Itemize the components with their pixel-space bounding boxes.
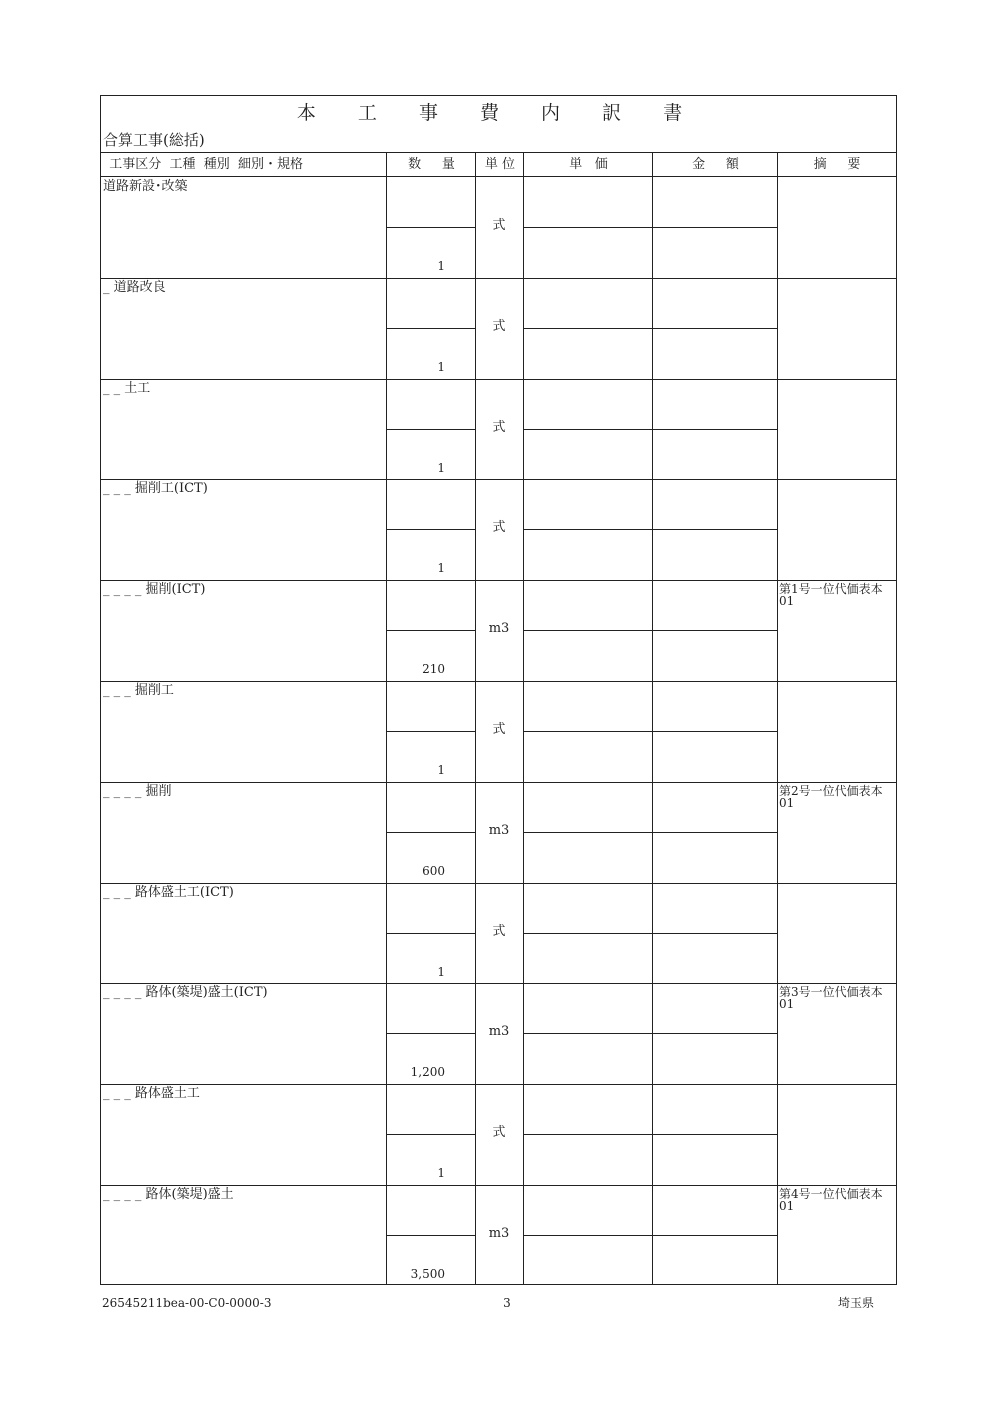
- footer-code: 26545211bea-00-C0-0000-3: [102, 1296, 272, 1310]
- cell-divider: [523, 429, 778, 430]
- cell-divider: [523, 328, 778, 329]
- item-unit: 式: [492, 520, 506, 536]
- item-quantity: 1: [437, 964, 445, 979]
- row-divider: [101, 278, 896, 279]
- cell-divider: [523, 832, 778, 833]
- cell-divider: [523, 1235, 778, 1236]
- item-name: _ _ _ _ 掘削: [103, 783, 172, 799]
- cell-divider: [386, 1235, 476, 1236]
- item-quantity: 1: [437, 259, 445, 273]
- cell-divider: [523, 1134, 778, 1135]
- estimate-sheet: [100, 95, 897, 1285]
- column-divider: [386, 152, 387, 1285]
- header-unit: 単 位: [476, 152, 524, 177]
- item-unit: 式: [492, 318, 506, 334]
- row-divider: [101, 1185, 896, 1186]
- item-unit: 式: [492, 923, 506, 939]
- row-divider: [101, 782, 896, 783]
- cell-divider: [523, 933, 778, 934]
- cell-divider: [386, 1033, 476, 1034]
- item-name: _ _ _ 路体盛土工(ICT): [103, 884, 234, 900]
- cell-divider: [386, 630, 476, 631]
- header-quantity: 数 量: [387, 152, 476, 177]
- row-divider: [101, 883, 896, 884]
- cell-divider: [386, 933, 476, 934]
- item-unit: m3: [488, 621, 510, 637]
- header-item: 工事区分 工種 種別 細別・規格: [101, 152, 387, 177]
- item-quantity: 1: [437, 460, 445, 475]
- cell-divider: [386, 832, 476, 833]
- cell-divider: [386, 529, 476, 530]
- item-name: _ _ _ 路体盛土工: [103, 1086, 200, 1102]
- item-quantity: 1: [437, 561, 445, 576]
- header-remarks: 摘 要: [778, 152, 896, 177]
- item-unit: m3: [488, 1024, 510, 1040]
- cell-divider: [386, 328, 476, 329]
- column-divider: [777, 152, 778, 1285]
- item-name: 道路新設･改築: [103, 179, 188, 194]
- item-quantity: 1: [437, 1166, 445, 1181]
- document-title: 本 工 事 費 内 訳 書: [296, 102, 701, 124]
- cell-divider: [386, 731, 476, 732]
- item-name: _ _ _ 掘削工(ICT): [103, 481, 208, 497]
- item-unit: 式: [492, 218, 506, 233]
- cell-divider: [523, 731, 778, 732]
- row-divider: [101, 580, 896, 581]
- document-subtitle: 合算工事(総括): [103, 131, 205, 149]
- item-name: _ 道路改良: [103, 279, 166, 295]
- cell-divider: [523, 1033, 778, 1034]
- footer-issuer: 埼玉県: [838, 1296, 875, 1310]
- header-amount: 金 額: [653, 152, 778, 177]
- cell-divider: [523, 630, 778, 631]
- item-quantity: 210: [422, 662, 445, 677]
- item-unit: m3: [488, 1226, 510, 1241]
- item-name: _ _ _ _ 掘削(ICT): [103, 582, 206, 598]
- item-name: _ _ _ _ 路体(築堤)盛土(ICT): [103, 985, 268, 1001]
- cell-divider: [386, 429, 476, 430]
- item-remarks: 第3号一位代価表本01: [779, 985, 883, 1012]
- cell-divider: [386, 1134, 476, 1135]
- item-quantity: 600: [422, 863, 445, 878]
- column-divider: [652, 152, 653, 1285]
- item-name: _ _ _ 掘削工: [103, 683, 174, 698]
- item-quantity: 3,500: [410, 1267, 445, 1281]
- item-unit: 式: [492, 1125, 506, 1141]
- cell-divider: [386, 227, 476, 228]
- item-unit: 式: [492, 419, 506, 435]
- row-divider: [101, 479, 896, 480]
- item-remarks: 第2号一位代価表本01: [779, 783, 883, 810]
- item-quantity: 1: [437, 359, 445, 374]
- row-divider: [101, 681, 896, 682]
- cell-divider: [523, 227, 778, 228]
- item-remarks: 第4号一位代価表本01: [779, 1187, 883, 1213]
- item-name: _ _ _ _ 路体(築堤)盛土: [103, 1187, 234, 1202]
- footer-page-number: 3: [503, 1296, 511, 1310]
- cell-divider: [523, 529, 778, 530]
- item-name: _ _ 土工: [103, 380, 151, 396]
- item-quantity: 1,200: [410, 1065, 445, 1080]
- row-divider: [101, 379, 896, 380]
- item-unit: m3: [488, 822, 510, 838]
- item-remarks: 第1号一位代価表本01: [779, 582, 883, 609]
- header-unit-price: 単 価: [524, 152, 653, 177]
- item-quantity: 1: [437, 763, 445, 777]
- column-divider: [523, 152, 524, 1285]
- row-divider: [101, 1084, 896, 1085]
- item-unit: 式: [492, 722, 506, 737]
